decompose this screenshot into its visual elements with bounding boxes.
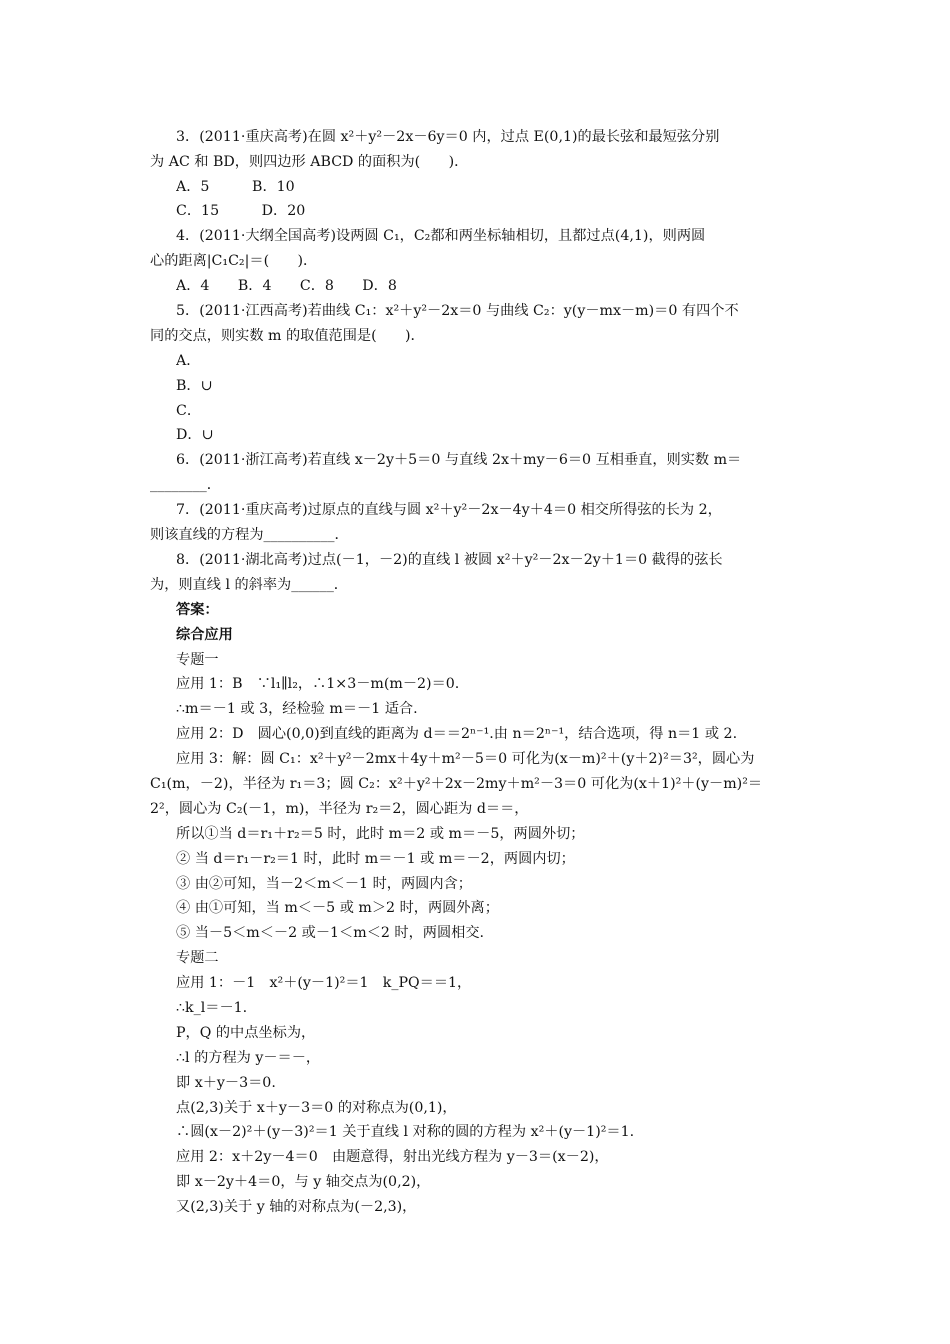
case-5: ⑤ 当－5＜m＜－2 或－1＜m＜2 时，两圆相交. [176,925,485,941]
topic-1-app-2: 应用 2：D 圆心(0,0)到直线的距离为 d＝＝2ⁿ⁻¹.由 n＝2ⁿ⁻¹，结合选项，得 n＝1 或 2. [176,726,738,742]
q8-line-2: 为，则直线 l 的斜率为______． [150,577,348,593]
q4-line-1: 4．(2011·大纲全国高考)设两圆 C₁，C₂都和两坐标轴相切，且都过点(4,1)，则两圆 [176,228,706,244]
q7-line-2: 则该直线的方程为__________． [150,527,349,543]
topic-1-app-3-line-2: C₁(m，－2)，半径为 r₁＝3；圆 C₂：x²＋y²＋2x－2my＋m²－3＝0 可化为(x＋1)²＋(y－m)²＝ [150,776,763,792]
topic-2-heading: 专题二 [176,950,219,966]
q5-option-b: B．∪ [176,378,213,394]
q5-option-d: D．∪ [176,427,214,443]
q3-line-1: 3．(2011·重庆高考)在圆 x²＋y²－2x－6y＝0 内，过点 E(0,1)的最长弦和最短弦分别 [176,129,720,145]
topic-2-app-1-line-5: 即 x＋y－3＝0. [176,1075,276,1091]
topic-2-app-2: 应用 2：x＋2y－4＝0 由题意得，射出光线方程为 y－3＝(x－2)， [176,1149,609,1165]
topic-1-app-3-line-1: 应用 3：解：圆 C₁：x²＋y²－2mx＋4y＋m²－5＝0 可化为(x－m)²＋(y＋2)²＝3²，圆心为 [176,751,755,767]
section-heading: 综合应用 [176,627,233,643]
topic-2-app-2-line-3: 又(2,3)关于 y 轴的对称点为(－2,3)， [176,1199,417,1215]
topic-2-app-1-line-6: 点(2,3)关于 x＋y－3＝0 的对称点为(0,1)， [176,1100,457,1116]
topic-1-app-3-line-3: 2²，圆心为 C₂(－1，m)，半径为 r₂＝2，圆心距为 d＝＝， [150,801,529,817]
q6-line-1: 6．(2011·浙江高考)若直线 x－2y＋5＝0 与直线 2x＋my－6＝0 互相垂直，则实数 m＝ [176,452,742,468]
q5-line-2: 同的交点，则实数 m 的取值范围是( )． [150,328,425,344]
q6-line-2: ________． [150,477,221,493]
topic-1-app-1: 应用 1：B ∵l₁∥l₂，∴1×3－m(m－2)＝0. [176,676,460,692]
topic-2-app-1-line-2: ∴k_l＝－1. [176,1000,248,1016]
q8-line-1: 8．(2011·湖北高考)过点(－1，－2)的直线 l 被圆 x²＋y²－2x－2y＋1＝0 截得的弦长 [176,552,723,568]
topic-2-app-1-line-4: ∴l 的方程为 y－＝－， [176,1050,321,1066]
q3-options-ab: A．5 B．10 [176,179,295,195]
case-2: ② 当 d＝r₁－r₂＝1 时，此时 m＝－1 或 m＝－2，两圆内切； [176,851,575,867]
topic-2-app-1: 应用 1：－1 x²＋(y－1)²＝1 k_PQ＝＝1， [176,975,472,991]
case-3: ③ 由②可知，当－2＜m＜－1 时，两圆内含； [176,876,472,892]
q3-line-2: 为 AC 和 BD，则四边形 ABCD 的面积为( )． [150,154,469,170]
topic-1-heading: 专题一 [176,652,219,668]
topic-1-app-1-cont: ∴m＝－1 或 3，经检验 m＝－1 适合. [176,701,418,717]
answers-heading: 答案： [176,602,219,618]
q5-option-c: C． [176,403,202,419]
q5-option-a: A． [176,353,201,369]
q3-options-cd: C．15 D．20 [176,203,306,219]
q4-line-2: 心的距离|C₁C₂|＝( )． [150,253,318,269]
topic-2-app-2-line-2: 即 x－2y＋4＝0，与 y 轴交点为(0,2)， [176,1174,431,1190]
case-1: 所以①当 d＝r₁＋r₂＝5 时，此时 m＝2 或 m＝－5，两圆外切； [176,826,585,842]
case-4: ④ 由①可知，当 m＜－5 或 m＞2 时，两圆外离； [176,900,499,916]
topic-2-app-1-line-7: ∴圆(x－2)²＋(y－3)²＝1 关于直线 l 对称的圆的方程为 x²＋(y－1)²＝1. [176,1124,635,1140]
q4-options: A．4 B．4 C．8 D．8 [176,278,397,294]
topic-2-app-1-line-3: P，Q 的中点坐标为， [176,1025,316,1041]
q7-line-1: 7．(2011·重庆高考)过原点的直线与圆 x²＋y²－2x－4y＋4＝0 相交所得弦的长为 2， [176,502,722,518]
q5-line-1: 5．(2011·江西高考)若曲线 C₁：x²＋y²－2x＝0 与曲线 C₂：y(y－mx－m)＝0 有四个不 [176,303,739,319]
